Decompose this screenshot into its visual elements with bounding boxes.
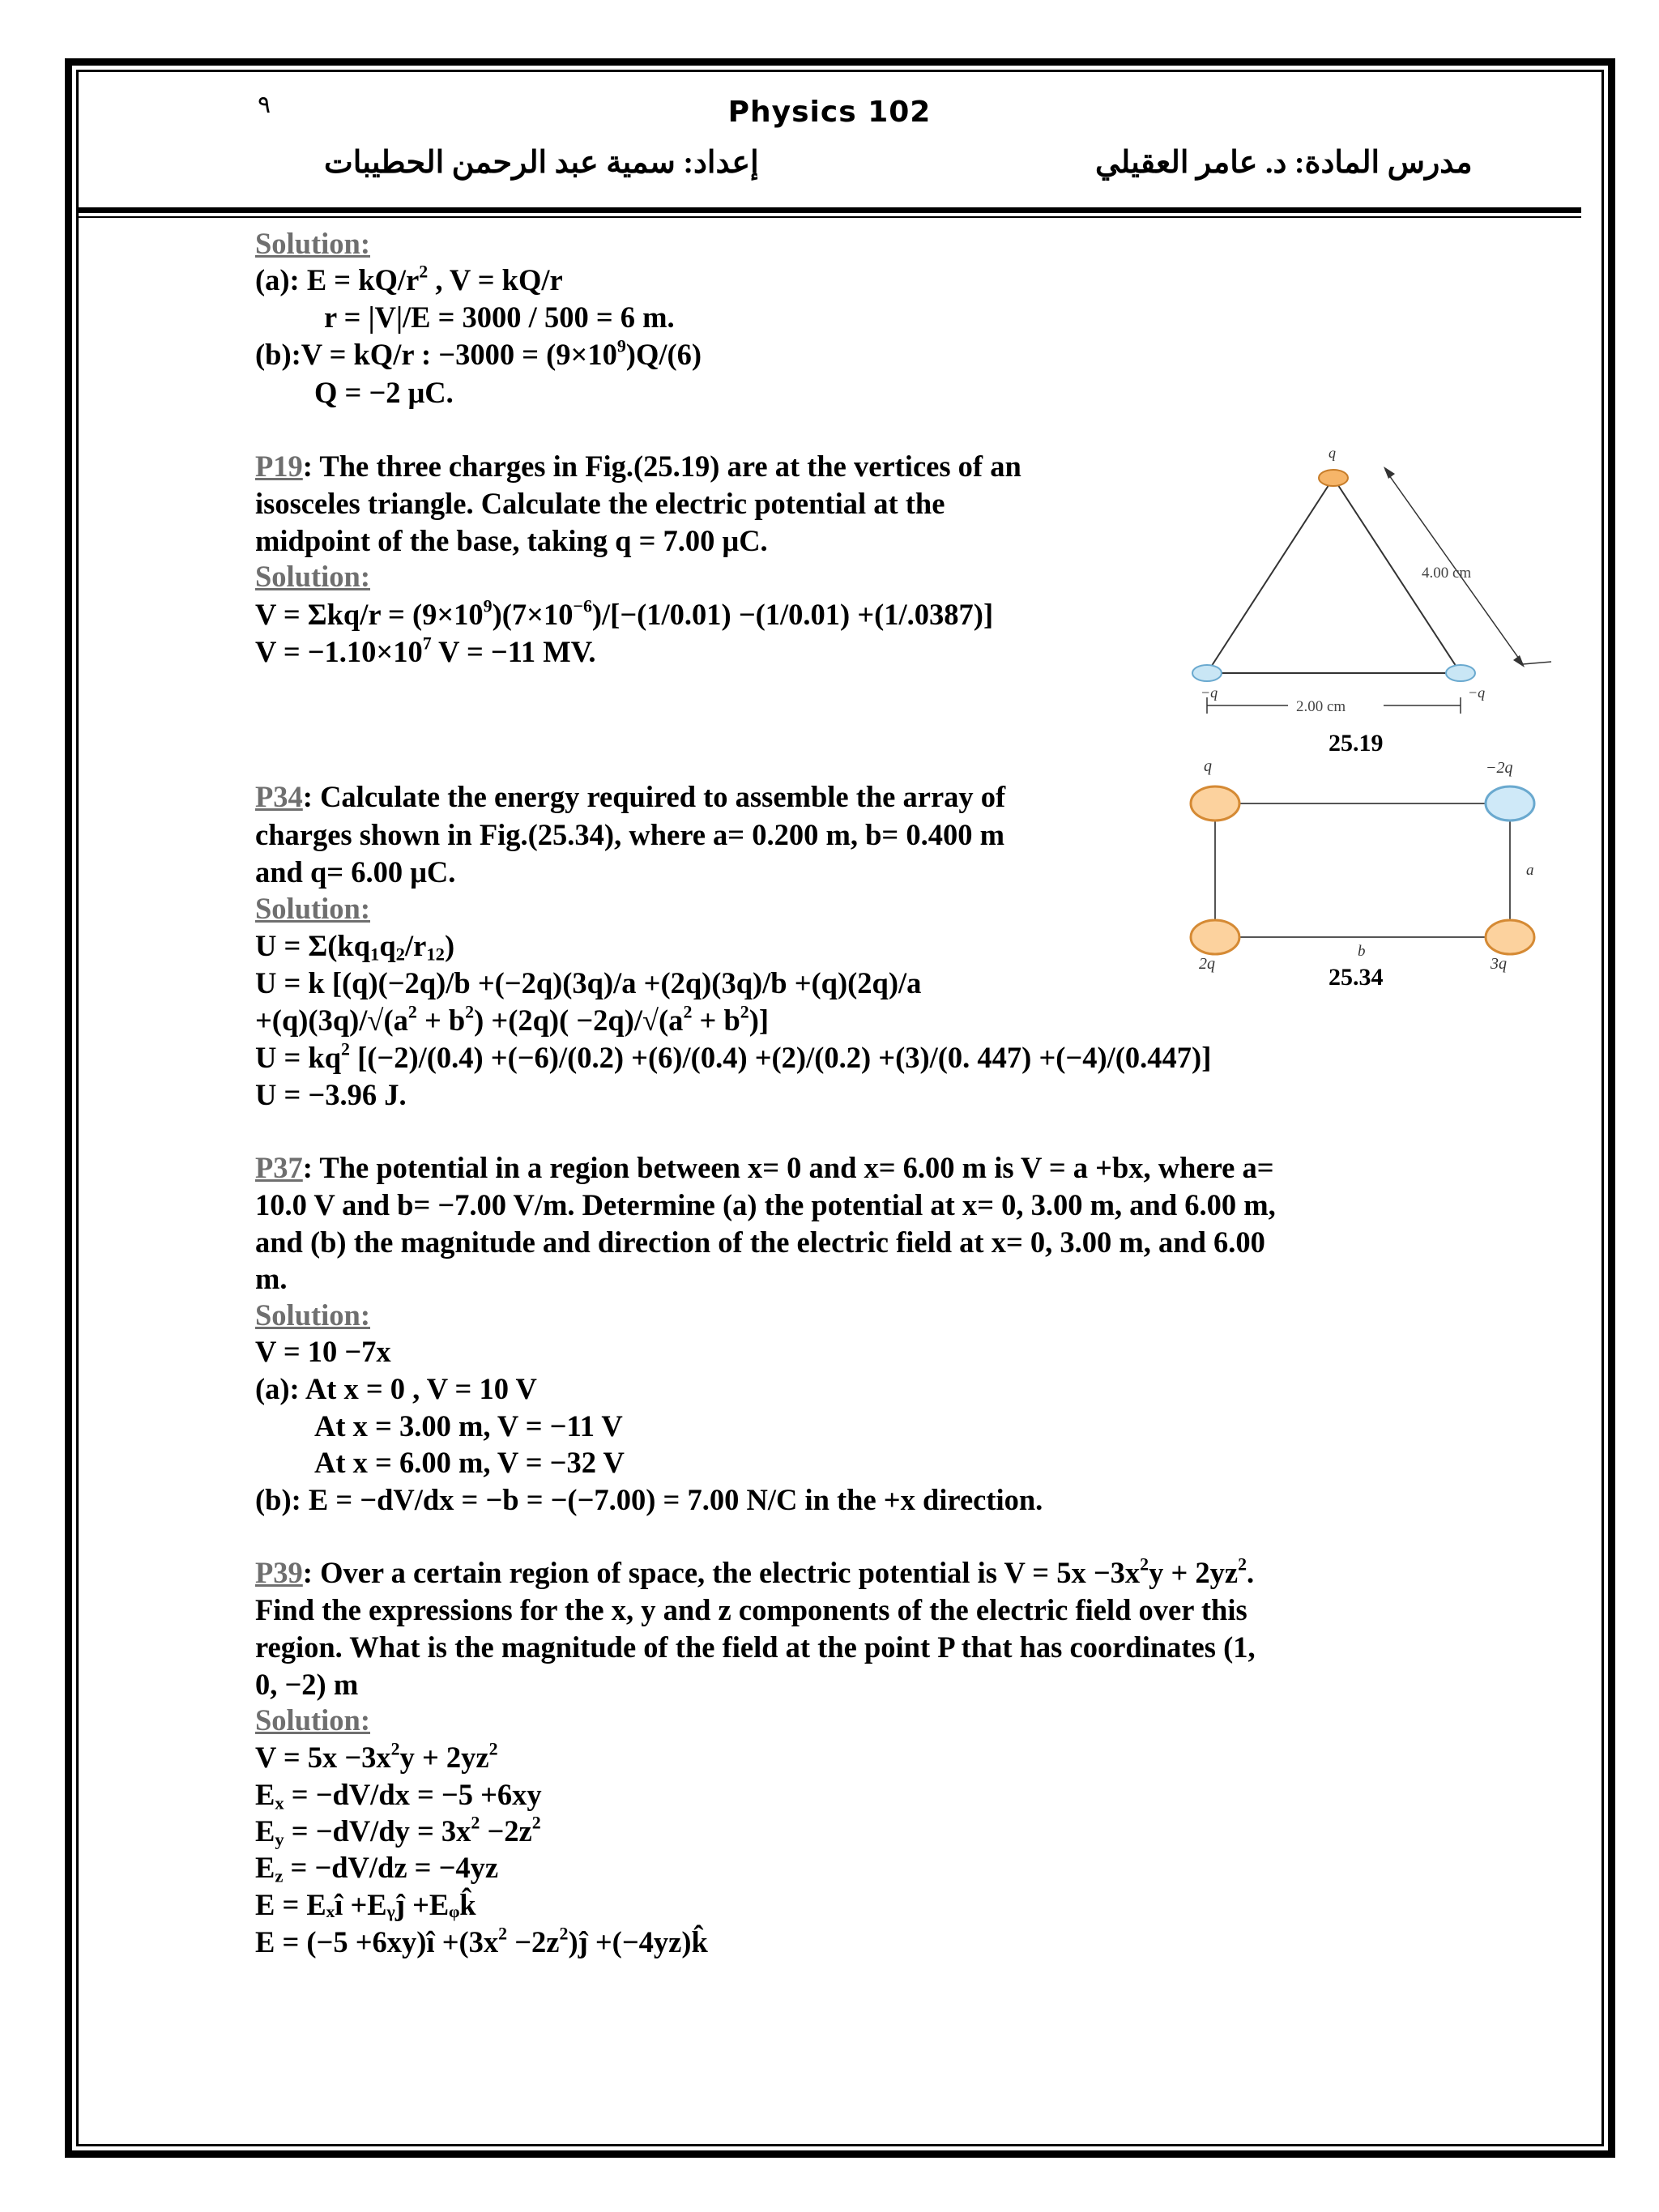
problem-text-line: m.: [255, 1262, 288, 1295]
solution-line: At x = 6.00 m, V = −32 V: [314, 1446, 625, 1479]
solution-label: Solution:: [255, 227, 370, 260]
solution-line: $V = -1.10\times 10^7$ V = −11 MV.: [255, 633, 596, 668]
charge-base-right: [1446, 665, 1475, 681]
charge-bottom-right: [1486, 920, 1534, 954]
header-rule-thin: [78, 216, 1581, 218]
problem-text-line: 10.0 V and b= −7.00 V/m. Determine (a) the potential at x= 0, 3.00 m, and 6.00 m,: [255, 1188, 1276, 1221]
solution-label: Solution:: [255, 560, 370, 593]
solution-line: $U = kq^2$ [(−2)/(0.4) +(−6)/(0.2) +(6)/(0.4) +(2)/(0.2) +(3)/(0. 447) +(−4)/(0.447)]: [255, 1038, 1212, 1074]
figure-25-19: [1183, 441, 1572, 765]
solution-line: E = Eₓî +Eᵧĵ +Eᵩk̂: [255, 1888, 476, 1921]
instructor-name: مدرس المادة: د. عامر العقيلي: [1095, 146, 1473, 180]
label-bottom-left-charge: 2q: [1199, 955, 1215, 973]
problem-text-line: region. What is the magnitude of the field at the point P that has coordinates (1,: [255, 1630, 1256, 1664]
solution-line: Q = −2 μC.: [314, 376, 454, 409]
figure-caption: 25.19: [1328, 730, 1384, 757]
problem-text-line: charges shown in Fig.(25.34), where a= 0.200 m, b= 0.400 m: [255, 818, 1005, 851]
label-right-charge: −q: [1468, 684, 1486, 701]
course-title: Physics 102: [727, 96, 932, 129]
problem-p34-statement: P34: Calculate the energy required to assemble the array of: [255, 780, 1006, 813]
problem-p39-statement: P39: Over a certain region of space, the electric potential is $V = 5x -3x^2y + 2yz^2$.: [255, 1554, 1255, 1589]
solution-line: $E_x = -dV/dx = -5 +6xy$: [255, 1778, 542, 1813]
problem-text-line: 0, −2) m: [255, 1668, 359, 1701]
label-top-left-charge: q: [1204, 761, 1212, 775]
arrowhead-icon: [1384, 467, 1395, 479]
charge-bottom-left: [1191, 920, 1239, 954]
solution-line: $V = \Sigma kq/r = (9\times 10^9)(7\times 10^{-6})/[-(1/0.01) -(1/0.01) +(1/.0387)]$: [255, 595, 994, 631]
solution-line: $E_z = -dV/dz = -4yz$: [255, 1851, 499, 1886]
solution-label: Solution:: [255, 1703, 370, 1737]
solution-line: $U = \Sigma(kq_1q_2/r_{12})$: [255, 929, 455, 965]
solution-line: U = −3.96 J.: [255, 1078, 407, 1111]
problem-p19-statement: P19: The three charges in Fig.(25.19) are at the vertices of an: [255, 450, 1021, 483]
arrowhead-icon: [1513, 655, 1525, 667]
label-side-a: a: [1526, 862, 1534, 879]
problem-text-line: Find the expressions for the x, y and z components of the electric field over this: [255, 1593, 1247, 1626]
solution-line: $+(q)(3q)/√(a^2 + b^2) +(2q)( -2q)/√(a^2 + b^2)$]: [255, 1001, 770, 1037]
problem-text-line: midpoint of the base, taking q = 7.00 μC.: [255, 524, 768, 557]
label-side-b: b: [1358, 943, 1366, 960]
charge-top: [1319, 470, 1348, 486]
label-side-length: 4.00 cm: [1422, 565, 1472, 582]
label-top-right-charge: −2q: [1486, 761, 1513, 777]
solution-label: Solution:: [255, 892, 370, 925]
solution-line: At x = 3.00 m, V = −11 V: [314, 1409, 623, 1443]
prepared-by: إعداد: سمية عبد الرحمن الحطيبات: [324, 146, 759, 180]
solution-line: (b): E = −dV/dx = −b = −(−7.00) = 7.00 N/C in the +x direction.: [255, 1483, 1043, 1516]
solution-line: r = |V|/E = 3000 / 500 = 6 m.: [324, 300, 675, 334]
problem-text-line: and q= 6.00 μC.: [255, 855, 456, 889]
solution-label: Solution:: [255, 1298, 370, 1332]
solution-line: E = (−5 +6xy)î $+(3x^2$ $-2z^2)ĵ$ +(−4yz)k̂: [255, 1923, 708, 1958]
solution-line: (a): $E = kQ/r^2$ , V = kQ/r: [255, 261, 563, 296]
charge-base-left: [1192, 665, 1222, 681]
problem-p37-statement: P37: The potential in a region between x= 0 and x= 6.00 m is V = a +bx, where a=: [255, 1151, 1274, 1184]
solution-line: $E_y = -dV/dy = 3x^2 -2z^2$: [255, 1812, 541, 1850]
charge-top-right: [1486, 786, 1534, 820]
charge-rectangle: [1215, 803, 1510, 937]
page-number: ٩: [258, 92, 271, 118]
solution-line: U = k [(q)(−2q)/b +(−2q)(3q)/a +(2q)(3q)/b +(q)(2q)/a: [255, 966, 922, 999]
dimension-tick: [1523, 662, 1551, 664]
label-bottom-right-charge: 3q: [1491, 955, 1507, 973]
charge-top-left: [1191, 786, 1239, 820]
label-top-charge: q: [1328, 445, 1336, 461]
figure-caption: 25.34: [1328, 964, 1384, 991]
problem-text-line: and (b) the magnitude and direction of the electric field at x= 0, 3.00 m, and 6.00: [255, 1225, 1265, 1259]
solution-line: $V = 5x -3x^2y + 2yz^2$: [255, 1738, 498, 1774]
solution-line: (a): At x = 0 , V = 10 V: [255, 1372, 537, 1405]
solution-line: (b):V = kQ/r : $-3000 = (9\times 10^9)Q/(6)$: [255, 335, 702, 371]
header-rule: [78, 207, 1581, 213]
solution-line: V = 10 −7x: [255, 1335, 391, 1368]
figure-25-34: [1175, 761, 1563, 996]
label-base-length: 2.00 cm: [1296, 698, 1346, 715]
triangle-side-left: [1207, 478, 1333, 673]
label-left-charge: −q: [1201, 684, 1218, 701]
problem-text-line: isosceles triangle. Calculate the electric potential at the: [255, 487, 945, 520]
